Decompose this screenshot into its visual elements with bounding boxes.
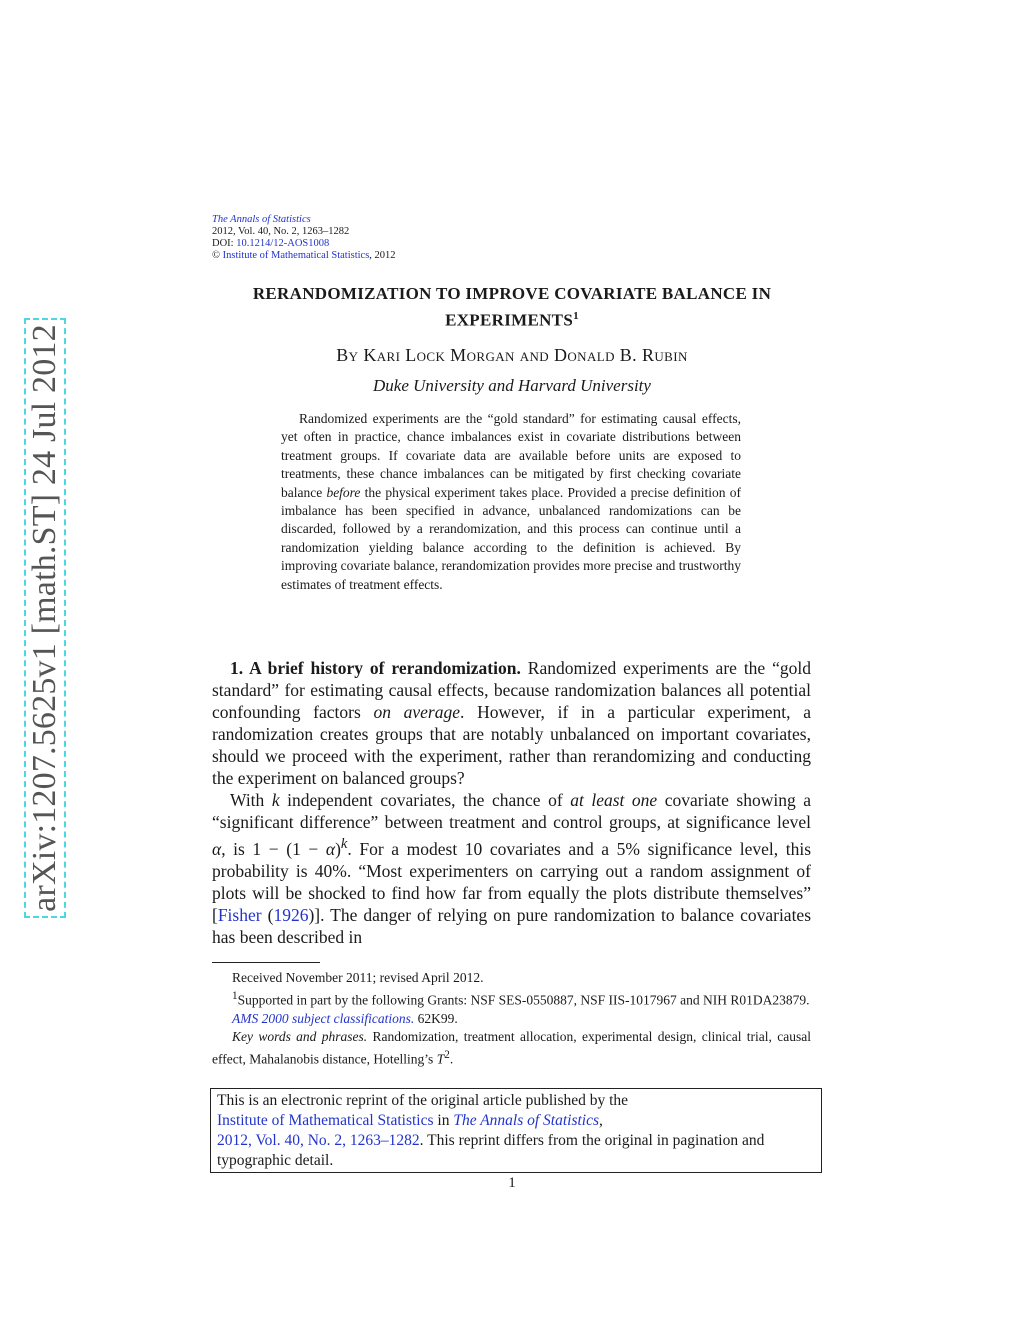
- doi-link[interactable]: 10.1214/12-AOS1008: [236, 238, 330, 249]
- ams-link[interactable]: AMS 2000 subject classifications.: [232, 1010, 415, 1026]
- title-footnote-mark[interactable]: 1: [573, 310, 579, 322]
- arxiv-stamp[interactable]: [24, 318, 66, 918]
- authors: By Kari Lock Morgan and Donald B. Rubin: [336, 345, 688, 365]
- abstract-emphasis: before: [326, 484, 361, 500]
- reprint-journal-link[interactable]: The Annals of Statistics: [453, 1112, 600, 1129]
- keywords: Key words and phrases. Randomization, treatment allocation, experimental design, clinical trial, causal effect, Mahalanobis distance, Hotelling’s $T^2$.: [212, 1028, 811, 1066]
- affiliation: Duke University and Harvard University: [373, 376, 651, 395]
- page-number: 1: [508, 1175, 516, 1191]
- title-line-1: RERANDOMIZATION TO IMPROVE COVARIATE BALANCE IN: [252, 284, 772, 303]
- footnotes: [212, 969, 811, 1068]
- footnote-rule: [212, 962, 320, 963]
- journal-name-link[interactable]: The Annals of Statistics: [212, 214, 311, 225]
- doi-label: DOI:: [212, 238, 237, 249]
- institute-link[interactable]: Institute of Mathematical Statistics: [222, 250, 370, 261]
- section-1-paragraph: 1. A brief history of rerandomization. Randomized experiments are the “gold standard” for estimating causal effects, because randomization balances all potential confounding factors on average. However, if in a particular experiment, a randomization creates groups that are notably unbalanced on important covariates, should we proceed with the experiment, rather than rerandomizing and conducting the experiment on balanced groups?: [212, 658, 811, 788]
- abstract: Randomized experiments are the “gold standard” for estimating causal effects, yet often in practice, chance imbalances exist in covariate distributions between treatment groups. If covariate data are available before units are exposed to treatments, these chance imbalances can be mitigated by first checking covariate balance before the physical experiment takes place. Provided a precise definition of imbalance has been specified in advance, unbalanced randomizations can be discarded, followed by a rerandomization, and this process can continue until a randomization yielding balance according to the definition is achieved. By improving covariate balance, rerandomization provides more precise and trustworthy estimates of treatment effects.: [281, 411, 742, 592]
- reprint-notice: This is an electronic reprint of the original article published by the Institute of Mathematical Statistics in The Annals of Statistics, 2012, Vol. 40, No. 2, 1263–1282. This reprint differs from the original in pagination and typographic detail.: [210, 1088, 822, 1173]
- title-line-2: EXPERIMENTS: [445, 310, 574, 330]
- section-heading: 1. A brief history of rerandomization.: [230, 658, 521, 678]
- citation-fisher-link[interactable]: Fisher: [217, 904, 262, 925]
- journal-header: [212, 214, 396, 262]
- copyright-icon: ©: [212, 250, 220, 261]
- reprint-institute-link[interactable]: Institute of Mathematical Statistics: [217, 1112, 434, 1129]
- reprint-volume-link[interactable]: 2012, Vol. 40, No. 2, 1263–1282: [217, 1132, 420, 1149]
- received-note: Received November 2011; revised April 2012.: [232, 970, 484, 985]
- journal-volume: 2012, Vol. 40, No. 2, 1263–1282: [212, 226, 350, 237]
- paper-title: [212, 283, 812, 332]
- ams-classification: AMS 2000 subject classifications. 62K99.: [232, 1010, 458, 1026]
- body-paragraph-2: With k independent covariates, the chance of at least one covariate showing a “significant difference” between treatment and control groups, at significance level α, is $1 - (1 - \alpha)^k$. For a modest 10 covariates and a 5% significance level, this probability is 40%. “Most experimenters on carrying out a random assignment of plots will be shocked to find how far from equally the plots distribute themselves” [Fisher (1926)]. The danger of relying on pure randomization to balance covariates has been described in: [212, 790, 812, 947]
- citation-year-link[interactable]: 1926: [273, 904, 309, 925]
- copyright-year: , 2012: [369, 250, 396, 261]
- support-note: $^1$Supported in part by the following Grants: NSF SES-0550887, NSF IIS-1017967 and NIH R01DA23879.: [232, 990, 810, 1008]
- arxiv-stamp-text: arXiv:1207.5625v1 [math.ST] 24 Jul 2012: [26, 324, 63, 912]
